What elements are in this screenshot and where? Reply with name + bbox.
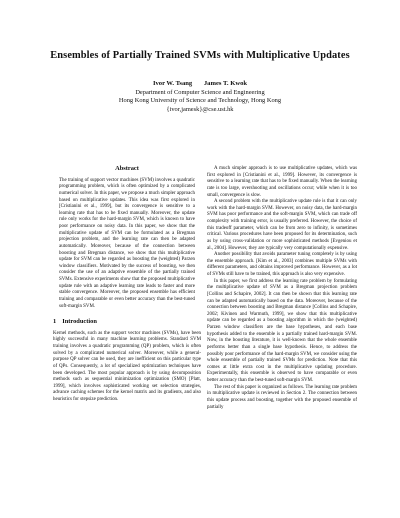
section-title: Introduction xyxy=(62,318,97,326)
body-paragraph: The rest of this paper is organized as follows. The learning rate problem in multiplicative update is reviewed in Section 2. The connection between this update process and boosting, together with the proposed ensemble of partially xyxy=(207,384,357,410)
introduction-paragraph: Kernel methods, such as the support vector machines (SVMs), have been highly successful in many machine learning problems. Standard SVM training involves a quadratic programming (QP) problem, which is often solved by a complicated numerical solver. Moreover, while a general-purpose QP solver can be used, they are inefficient on this particular type of QPs. Consequently, a lot of specialized optimization techniques have been developed. The most popular approach is by using decomposition methods such as sequential minimization optimization (SMO) [Platt, 1999], which involves sophisticated working set selection strategies, advance caching schemes for the kernel matrix and its gradients, and also heuristics for stepsize prediction. xyxy=(53,330,201,402)
body-paragraph: A second problem with the multiplicative update rule is that it can only work with the hard-margin SVM. However, on noisy data, the hard-margin SVM has poor performance and the soft-margin SVM, which can trade off complexity with training error, is usually preferred. However, the choice of this tradeoff parameter, which can be from zero to infinity, is sometimes critical. Various procedures have been proposed for its determination, such as by using cross-validation or more sophisticated methods [Evgeniou et al., 2004]. However, they are typically very computationally expensive. xyxy=(207,199,357,251)
paper-title: Ensembles of Partially Trained SVMs with Multiplicative Updates xyxy=(50,50,350,61)
right-column xyxy=(207,166,357,411)
affiliation-line: Department of Computer Science and Engineering xyxy=(135,88,265,96)
author-block xyxy=(0,80,400,114)
abstract-body: The training of support vector machines (SVM) involves a quadratic programming problem, which is often optimized by a complicated numerical solver. In this paper, we propose a much simpler approach based on multiplicative updates. This idea was first explored in [Cristianini et al., 1999], but its convergence is sensitive to a learning rate that has to be fixed manually. Moreover, the update rule only works for the hard-margin SVM, which is known to have poor performance on noisy data. In this paper, we show that the multiplicative update of SVM can be formulated as a Bregman projection problem, and the learning rate can then be adapted automatically. Moreover, because of the connection between boosting and Bregman distance, we show that this multiplicative update for SVM can be regarded as boosting the (weighted) Parzen window classifiers. Motivated by the success of boosting, we then consider the use of an adaptive ensemble of the partially trained SVMs. Extensive experiments show that the proposed multiplicative update rule with an adaptive learning rate leads to faster and more stable convergence. Moreover, the proposed ensemble has efficient training and comparable or even better accuracy than the best-tuned soft-margin SVM. xyxy=(59,177,195,309)
section-heading xyxy=(53,319,201,326)
author-name: James T. Kwok xyxy=(203,80,248,87)
body-paragraph: In this paper, we first address the learning rate problem by formulating the multiplicative update of SVM as a Bregman projection problem [Collins and Schapire, 2002]. It can then be shown that this learning rate can be adapted automatically based on the data. Moreover, because of the connection between boosting and Bregman distance [Collins and Schapire, 2002; Kivinen and Warmuth, 1999], we show that this multiplicative update can be regarded as a boosting algorithm in which the (weighted) Parzen window classifiers are the base hypotheses, and each base hypothesis added to the ensemble is a partially trained hard-margin SVM. Now, in the boosting literature, it is well-known that the whole ensemble performs better than a single base hypothesis. Hence, to address the possibly poor performance of the hard-margin SVM, we consider using the whole ensemble of partially trained SVMs for prediction. Note that this comes at little extra cost in the multiplicative updating procedure. Experimentally, this ensemble is observed to have comparable or even better accuracy than the best-tuned soft-margin SVM. xyxy=(207,278,357,383)
abstract-heading: Abstract xyxy=(115,165,139,172)
section-number: 1 xyxy=(53,318,57,326)
body-paragraph: A much simpler approach is to use multiplicative updates, which was first explored in [Cristianini et al., 1999]. However, its convergence is sensitive to a learning rate that has to be fixed manually. When the learning rate is too large, overshooting and oscillations occur; while when it is too small, convergence is slow. xyxy=(207,166,357,198)
author-names xyxy=(0,80,400,89)
author-email: {ivor,jamesk}@cse.ust.hk xyxy=(166,105,234,113)
body-paragraph: Another possibility that avoids parameter tuning completely is by using the ensemble approach. [Kim et al., 2003] combines multiple SVMs with different parameters, and obtains improved performance. However, as a lot of SVMs still have to be trained, this approach is also very expensive. xyxy=(207,252,357,277)
author-name: Ivor W. Tsang xyxy=(152,80,193,87)
affiliation-line: Hong Kong University of Science and Technology, Hong Kong xyxy=(118,97,282,105)
left-column xyxy=(53,166,201,404)
